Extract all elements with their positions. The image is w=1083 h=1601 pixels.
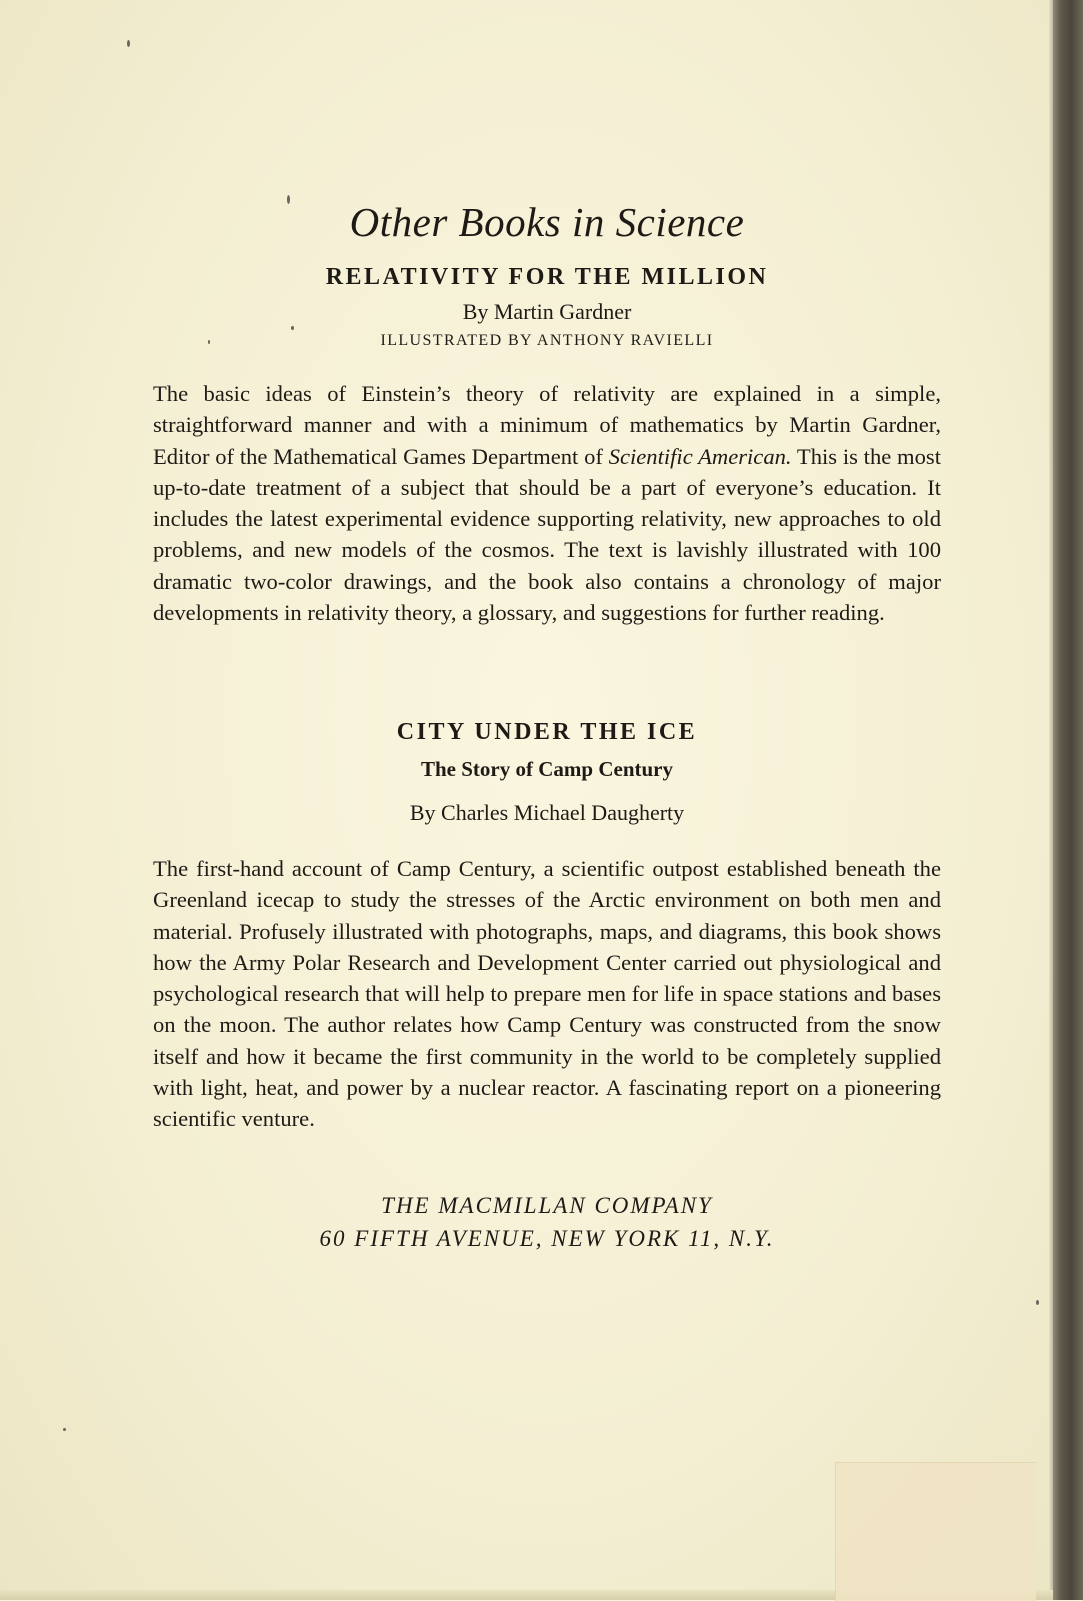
series-heading: Other Books in Science: [349, 199, 745, 245]
publisher-name: THE MACMILLAN COMPANY: [381, 1193, 713, 1218]
book-description: The first-hand account of Camp Century, a scientific outpost established beneath the Greenland icecap to study the stresses of the Arctic environment on both men and material. Profusely illustrated with photographs, maps, and diagrams, this book shows how the Army Polar Research and Development Center carried out physiological and psychological research that will help to prepare men for life in space stations and bases on the moon. The author relates how Camp Century was constructed from the snow itself and how it became the first community in the world to be completely supplied with light, heat, and power by a nuclear reactor. A fascinating report on a pioneering scientific venture.: [153, 856, 941, 1132]
book-illustrator: ILLUSTRATED BY ANTHONY RAVIELLI: [380, 332, 714, 349]
paper-speck: [1036, 1300, 1039, 1305]
spine-edge: [1053, 0, 1083, 1600]
sticker-residue: [835, 1462, 1036, 1601]
book-title: CITY UNDER THE ICE: [396, 719, 698, 745]
book-description: [153, 378, 941, 628]
paper-speck: [291, 326, 294, 330]
description-text: The basic ideas of Einstein’s theory of relativity are explained in a simple, straightforward manner and with a minimum of mathematics by Martin Gardner, Editor of the Mathematical Games Department of: [153, 381, 941, 469]
book-author: By Martin Gardner: [462, 299, 632, 324]
paper-speck: [127, 40, 130, 47]
magazine-title: Scientific American.: [608, 443, 792, 469]
publisher-address: 60 FIFTH AVENUE, NEW YORK 11, N.Y.: [319, 1226, 775, 1251]
book-author: By Charles Michael Daugherty: [409, 800, 685, 825]
book-subtitle: The Story of Camp Century: [421, 757, 673, 781]
paper-speck: [63, 1428, 66, 1431]
description-text: This is the most up-to-date treatment of a subject that should be a part of everyone’s education. It includes the latest experimental evidence supporting relativity, new approaches to old problems, and new models of the cosmos. The text is lavishly illustrated with 100 dramatic two-color drawings, and the book also contains a chronology of major developments in relativity theory, a glossary, and suggestions for further reading.: [153, 443, 941, 626]
book-title: RELATIVITY FOR THE MILLION: [325, 264, 769, 290]
